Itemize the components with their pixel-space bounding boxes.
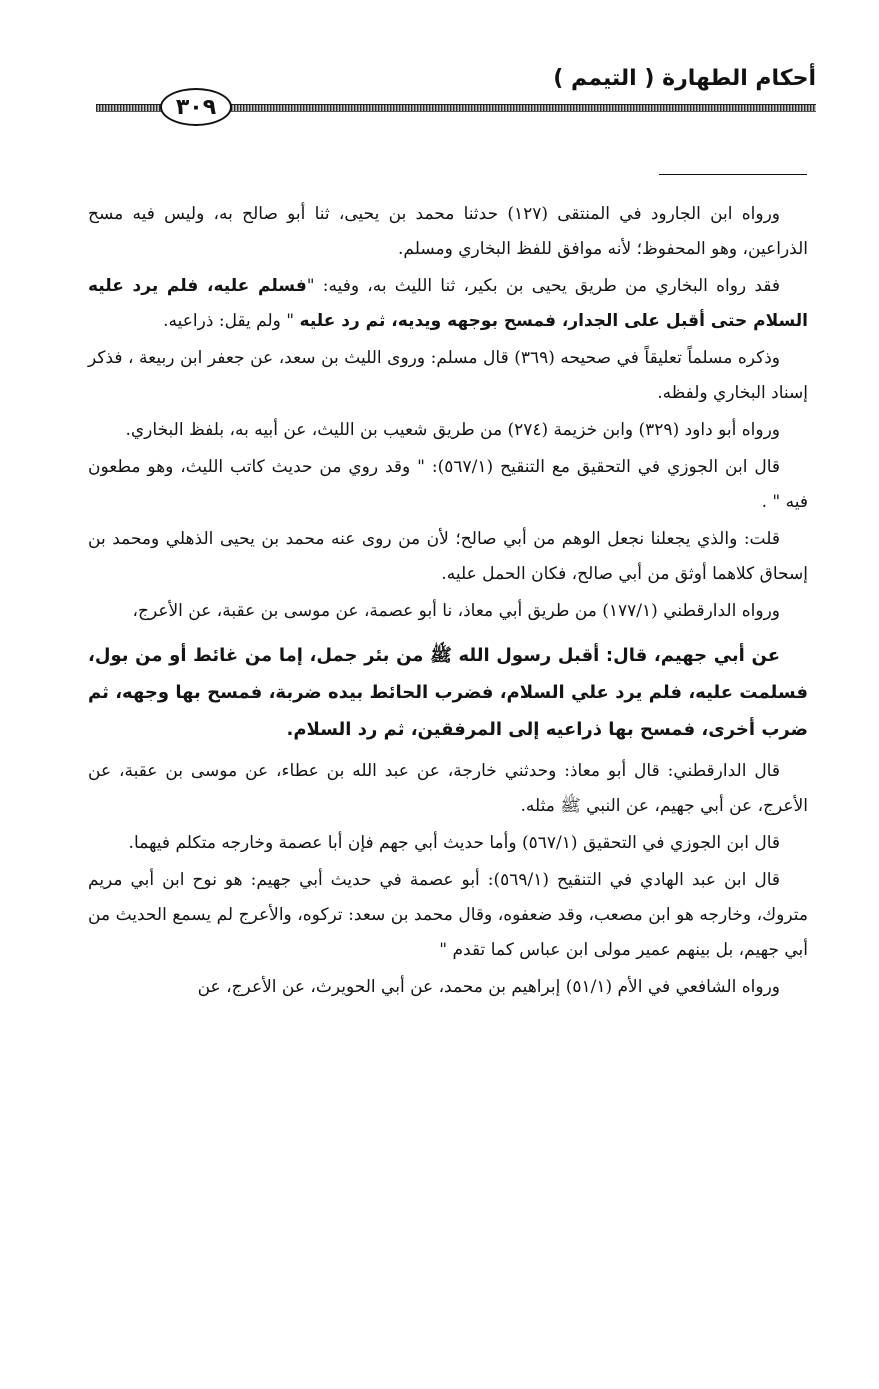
paragraph: ورواه الدارقطني (١٧٧/١) من طريق أبي معاذ، نا أبو عصمة، عن موسى بن عقبة، عن الأعرج، [132,601,780,621]
paragraph: قال ابن عبد الهادي في التنقيح (٥٦٩/١): أبو عصمة في حديث أبي جهيم: هو نوح ابن أبي مريم متروك، وخارجه هو ابن مصعب، وقد ضعفوه، وقال محمد بن سعد: تركوه، والأعرج لم يسمع الحديث من أبي جهيم، بل بينهم عمير مولى ابن عباس كما تقدم " [88,870,808,960]
paragraph: ورواه أبو داود (٣٢٩) وابن خزيمة (٢٧٤) من طريق شعيب بن الليث، عن أبيه به، بلفظ البخاري. [125,420,780,440]
page-number: ٣٠٩ [175,94,217,120]
footnote-separator [659,174,807,175]
page-body [88,197,808,1007]
hadith-text: عن أبي جهيم، قال: أقبل رسول الله ﷺ من بئر جمل، إما من غائط أو من بول، فسلمت عليه، فلم يرد علي السلام، فضرب الحائط بيده ضربة، فمسح بها وجهه، ثم ضرب أخرى، فمسح بها ذراعيه إلى المرفقين، ثم رد السلام. [88,645,808,740]
paragraph: قال ابن الجوزي في التحقيق (٥٦٧/١) وأما حديث أبي جهم فإن أبا عصمة وخارجه متكلم فيهما. [128,833,780,853]
running-title: أحكام الطهارة ( التيمم ) [553,66,816,91]
paragraph: وذكره مسلماً تعليقاً في صحيحه (٣٦٩) قال مسلم: وروى الليث بن سعد، عن جعفر ابن ربيعة ، فذكر إسناد البخاري ولفظه. [88,348,808,403]
page-header [96,60,816,120]
paragraph-bukhari [88,269,808,339]
paragraph: قال الدارقطني: قال أبو معاذ: وحدثني خارجة، عن عبد الله بن عطاء، عن موسى بن عقبة، عن الأعرج، عن أبي جهيم، عن النبي ﷺ مثله. [88,761,808,816]
paragraph-text: فقد رواه البخاري من طريق يحيى بن بكير، ثنا الليث به، وفيه: " [306,276,780,296]
paragraph: ورواه ابن الجارود في المنتقى (١٢٧) حدثنا محمد بن يحيى، ثنا أبو صالح به، وليس فيه مسح الذراعين، وهو المحفوظ؛ لأنه موافق للفظ البخاري ومسلم. [88,204,808,259]
page-number-badge [160,88,232,126]
paragraph-text: " ولم يقل: ذراعيه. [163,311,300,331]
paragraph: ورواه الشافعي في الأم (٥١/١) إبراهيم بن محمد، عن أبي الحويرث، عن الأعرج، عن [197,977,780,997]
quoted-hadith-text: فسلم عليه، فلم يرد عليه السلام حتى أقبل على الجدار، فمسح بوجهه ويديه، ثم رد عليه [88,276,808,331]
paragraph: قال ابن الجوزي في التحقيق مع التنقيح (٥٦٧/١): " وقد روي من حديث كاتب الليث، وهو مطعون فيه " . [88,457,808,512]
paragraph: قلت: والذي يجعلنا نجعل الوهم من أبي صالح؛ لأن من روى عنه محمد بن يحيى الذهلي ومحمد بن إسحاق كلاهما أوثق من أبي صالح، فكان الحمل عليه. [88,529,808,584]
